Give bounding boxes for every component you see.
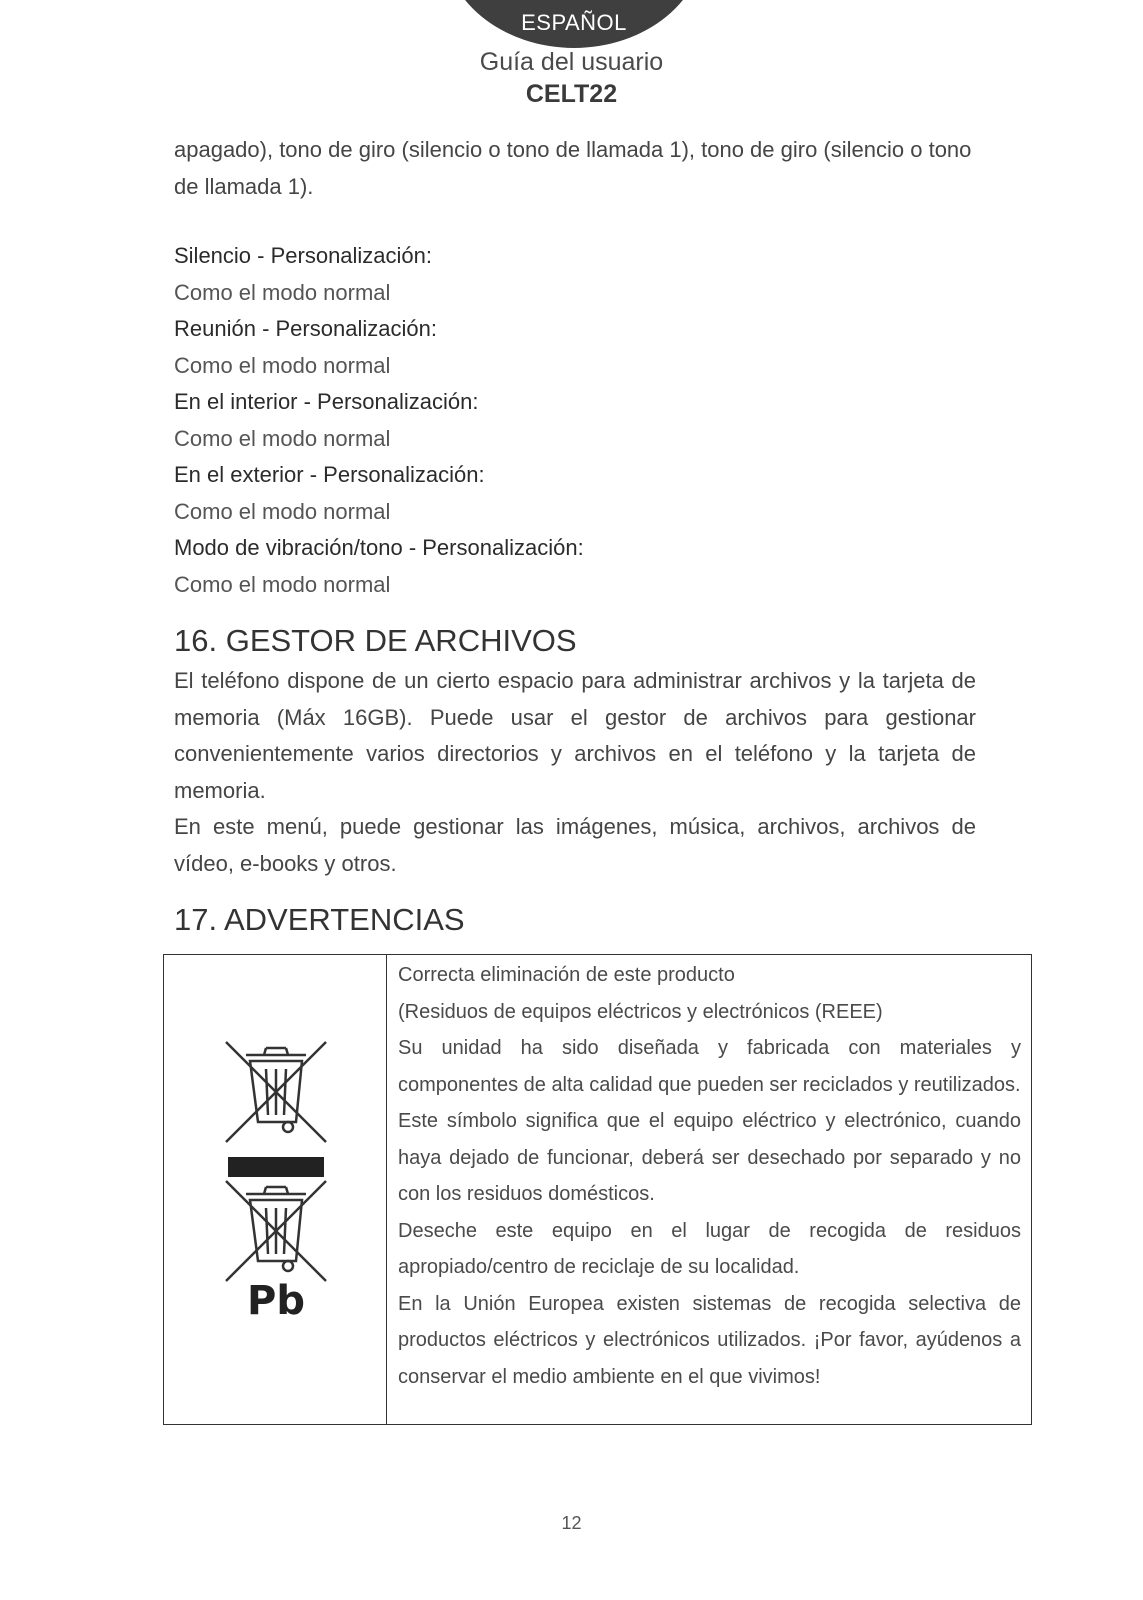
page-content: [174, 132, 976, 940]
language-tab: [443, 0, 705, 48]
profile-label-interior: En el interior - Personalización:: [174, 389, 479, 414]
weee-paragraph-5: Deseche este equipo en el lugar de recogida de residuos apropiado/centro de reciclaje de su localidad.: [398, 1219, 1021, 1278]
weee-paragraph-6: En la Unión Europea existen sistemas de recogida selectiva de productos eléctricos y electrónicos utilizados. ¡Por favor, ayúdenos a conservar el medio ambiente en el que vivimos!: [398, 1292, 1021, 1388]
weee-paragraph-3: Su unidad ha sido diseñada y fabricada con materiales y componentes de alta calidad que pueden ser reciclados y reutilizados.: [398, 1037, 1021, 1096]
profile-label-reunion: Reunión - Personalización:: [174, 316, 437, 341]
profile-value-vibracion: Como el modo normal: [174, 571, 391, 597]
pb-label: Pb: [247, 1278, 305, 1317]
separate-collection-bar: [228, 1157, 324, 1177]
header-title: Guía del usuario: [479, 48, 664, 76]
weee-text-cell: [387, 955, 1031, 1424]
weee-paragraph-1: Correcta eliminación de este producto: [398, 964, 735, 986]
weee-paragraph-4: Este símbolo significa que el equipo eléctrico y electrónico, cuando haya dejado de funcionar, deberá ser desechado por separado y no con los residuos domésticos.: [398, 1110, 1021, 1205]
section-16-paragraph-1: El teléfono dispone de un cierto espacio para administrar archivos y la tarjeta de memoria (Máx 16GB). Puede usar el gestor de archivos para gestionar convenientemente varios directorios y archivos en el teléfono y la tarjeta de memoria.: [174, 668, 976, 803]
profile-label-silencio: Silencio - Personalización:: [174, 243, 433, 268]
weee-warning-table: [163, 954, 1032, 1425]
section-16-heading: 16. GESTOR DE ARCHIVOS: [174, 623, 577, 658]
profile-value-silencio: Como el modo normal: [174, 279, 391, 305]
header-model: CELT22: [525, 80, 618, 108]
weee-icon-cell: [164, 955, 387, 1424]
intro-paragraph: apagado), tono de giro (silencio o tono de llamada 1), tono de giro (silencio o tono de llamada 1).: [174, 137, 972, 199]
section-16-paragraph-2: En este menú, puede gestionar las imágenes, música, archivos, archivos de vídeo, e-books y otros.: [174, 814, 976, 876]
profile-label-vibracion: Modo de vibración/tono - Personalización:: [174, 535, 584, 560]
profile-value-exterior: Como el modo normal: [174, 498, 391, 524]
page-number: 12: [561, 1513, 582, 1533]
profile-value-interior: Como el modo normal: [174, 425, 391, 451]
profile-label-exterior: En el exterior - Personalización:: [174, 462, 485, 487]
crossed-out-bin-icon: [216, 1037, 336, 1317]
section-17-heading: 17. ADVERTENCIAS: [174, 902, 465, 937]
weee-paragraph-2: (Residuos de equipos eléctricos y electrónicos (REEE): [398, 1000, 883, 1023]
language-label: ESPAÑOL: [521, 10, 627, 35]
profile-value-reunion: Como el modo normal: [174, 352, 391, 378]
